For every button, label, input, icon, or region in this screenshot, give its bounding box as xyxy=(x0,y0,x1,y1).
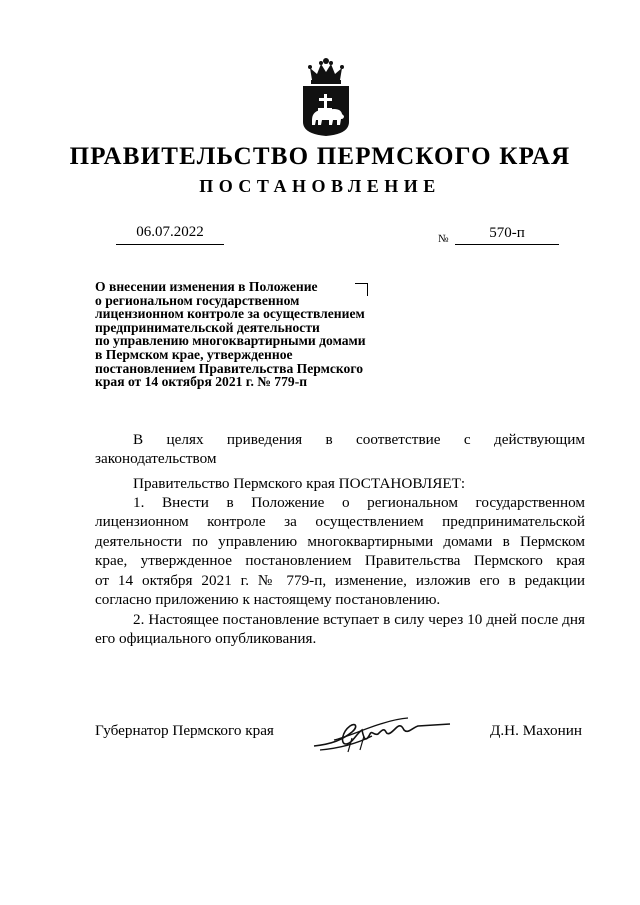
item-line: его официального опубликования. xyxy=(95,630,317,648)
subject-line: О внесении изменения в Положение xyxy=(95,279,318,294)
number-sign: № xyxy=(438,233,449,245)
decree-line: Правительство Пермского края ПОСТАНОВЛЯЕТ: xyxy=(133,475,466,492)
decree-statement xyxy=(95,474,585,493)
document-subject xyxy=(95,280,415,389)
perm-krai-coat-of-arms-icon xyxy=(300,56,352,138)
subject-line: по управлению многоквартирными домами xyxy=(95,333,366,349)
item-2 xyxy=(95,610,585,649)
item-line: крае, утвержденное постановлением Правительства Пермского края xyxy=(95,552,585,570)
document-type: ПОСТАНОВЛЕНИЕ xyxy=(199,176,441,196)
document-date: 06.07.2022 xyxy=(116,224,224,245)
item-line: согласно приложению к настоящему постановлению. xyxy=(95,591,441,609)
subject-line: края от 14 октября 2021 г. № 779-п xyxy=(95,374,308,390)
signatory-name: Д.Н. Махонин xyxy=(490,722,582,739)
document-number: 570-п xyxy=(455,225,559,245)
item-line: деятельности по управлению многоквартирными домами в Пермском xyxy=(95,532,585,550)
item-1 xyxy=(95,493,585,609)
government-title: ПРАВИТЕЛЬСТВО ПЕРМСКОГО КРАЯ xyxy=(69,143,571,170)
preamble xyxy=(95,430,585,469)
preamble-line: законодательством xyxy=(95,450,217,468)
subject-line: предпринимательской деятельности xyxy=(95,319,320,335)
item-line: от 14 октября 2021 г. № 779-п, изменение, изложив его в редакции xyxy=(95,571,585,589)
item-line: лицензионном контроле за осуществлением предпринимательской xyxy=(95,513,585,531)
subject-line: лицензионном контроле за осуществлением xyxy=(95,306,365,322)
item-line: 1. Внести в Положение о региональном государственном xyxy=(133,494,585,511)
handwritten-signature-icon xyxy=(312,710,452,755)
preamble-line: В целях приведения в соответствие с действующим xyxy=(133,431,585,448)
item-line: 2. Настоящее постановление вступает в силу через 10 дней после дня xyxy=(133,611,585,628)
signatory-position: Губернатор Пермского края xyxy=(95,722,274,739)
subject-line: о региональном государственном xyxy=(95,292,300,308)
subject-line: постановлением Правительства Пермского xyxy=(95,360,363,376)
subject-line: в Пермском крае, утвержденное xyxy=(95,346,293,362)
